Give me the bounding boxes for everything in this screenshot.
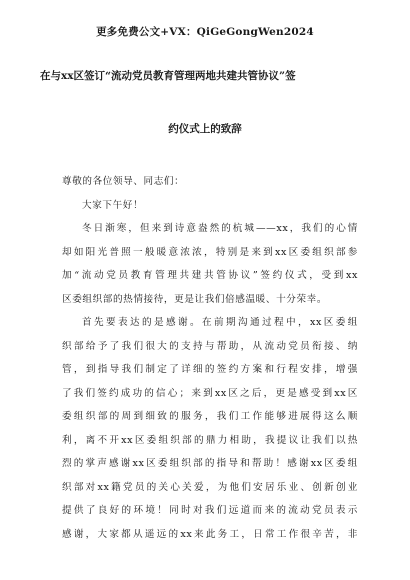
paragraph-line: 管，到指导我们制定了详细的签约方案和行程安排，增强 <box>62 364 358 375</box>
document-title-line-1: 在与xx区签订“流动党员教育管理两地共建共管协议”签 <box>40 70 296 82</box>
paragraph-line: 烈的掌声感谢xx区委组织部的指导和帮助！感谢xx区委组 <box>62 458 358 469</box>
paragraph-line: 区委组织部的热情接待，更是让我们倍感温暖、十分荣幸。 <box>62 293 328 305</box>
paragraph-line: 首先要表达的是感谢。在前期沟通过程中，xx区委组 <box>82 317 358 328</box>
paragraph-line: 委组织部的周到细致的服务，我们工作能够进展得这么顺 <box>62 411 358 422</box>
paragraph-line: 利，离不开xx区委组织部的鼎力相助，我提议让我们以热 <box>62 434 358 446</box>
paragraph-line: 加“流动党员教育管理共建共管协议”签约仪式，受到xx <box>62 270 358 281</box>
paragraph-line: 冬日渐寒，但来到诗意盎然的杭城——xx，我们的心情 <box>82 223 358 234</box>
greeting: 大家下午好！ <box>82 199 144 211</box>
paragraph-line: 织部对xx籍党员的关心关爱，为他们安居乐业、创新创业 <box>62 481 358 493</box>
paragraph-line: 感谢，大家都从遥远的xx来此务工，日常工作很辛苦，非 <box>62 528 358 540</box>
paragraph-line: 却如阳光普照一般暖意浓浓，特别是来到xx区委组织部参 <box>62 246 358 258</box>
paragraph-line: 了我们签约成功的信心；来到xx区之后，更是感受到xx区 <box>62 387 358 399</box>
document-title-line-2: 约仪式上的致辞 <box>168 123 242 135</box>
document-body <box>62 170 358 546</box>
paragraph-line: 提供了良好的环境！同时对我们远道而来的流动党员表示 <box>62 505 358 516</box>
salutation: 尊敬的各位领导、同志们： <box>62 176 185 187</box>
header-note: 更多免费公文+VX：QiGeGongWen2024 <box>96 26 314 38</box>
paragraph-line: 织部给予了我们很大的支持与帮助，从流动党员衔接、纳 <box>62 340 358 352</box>
